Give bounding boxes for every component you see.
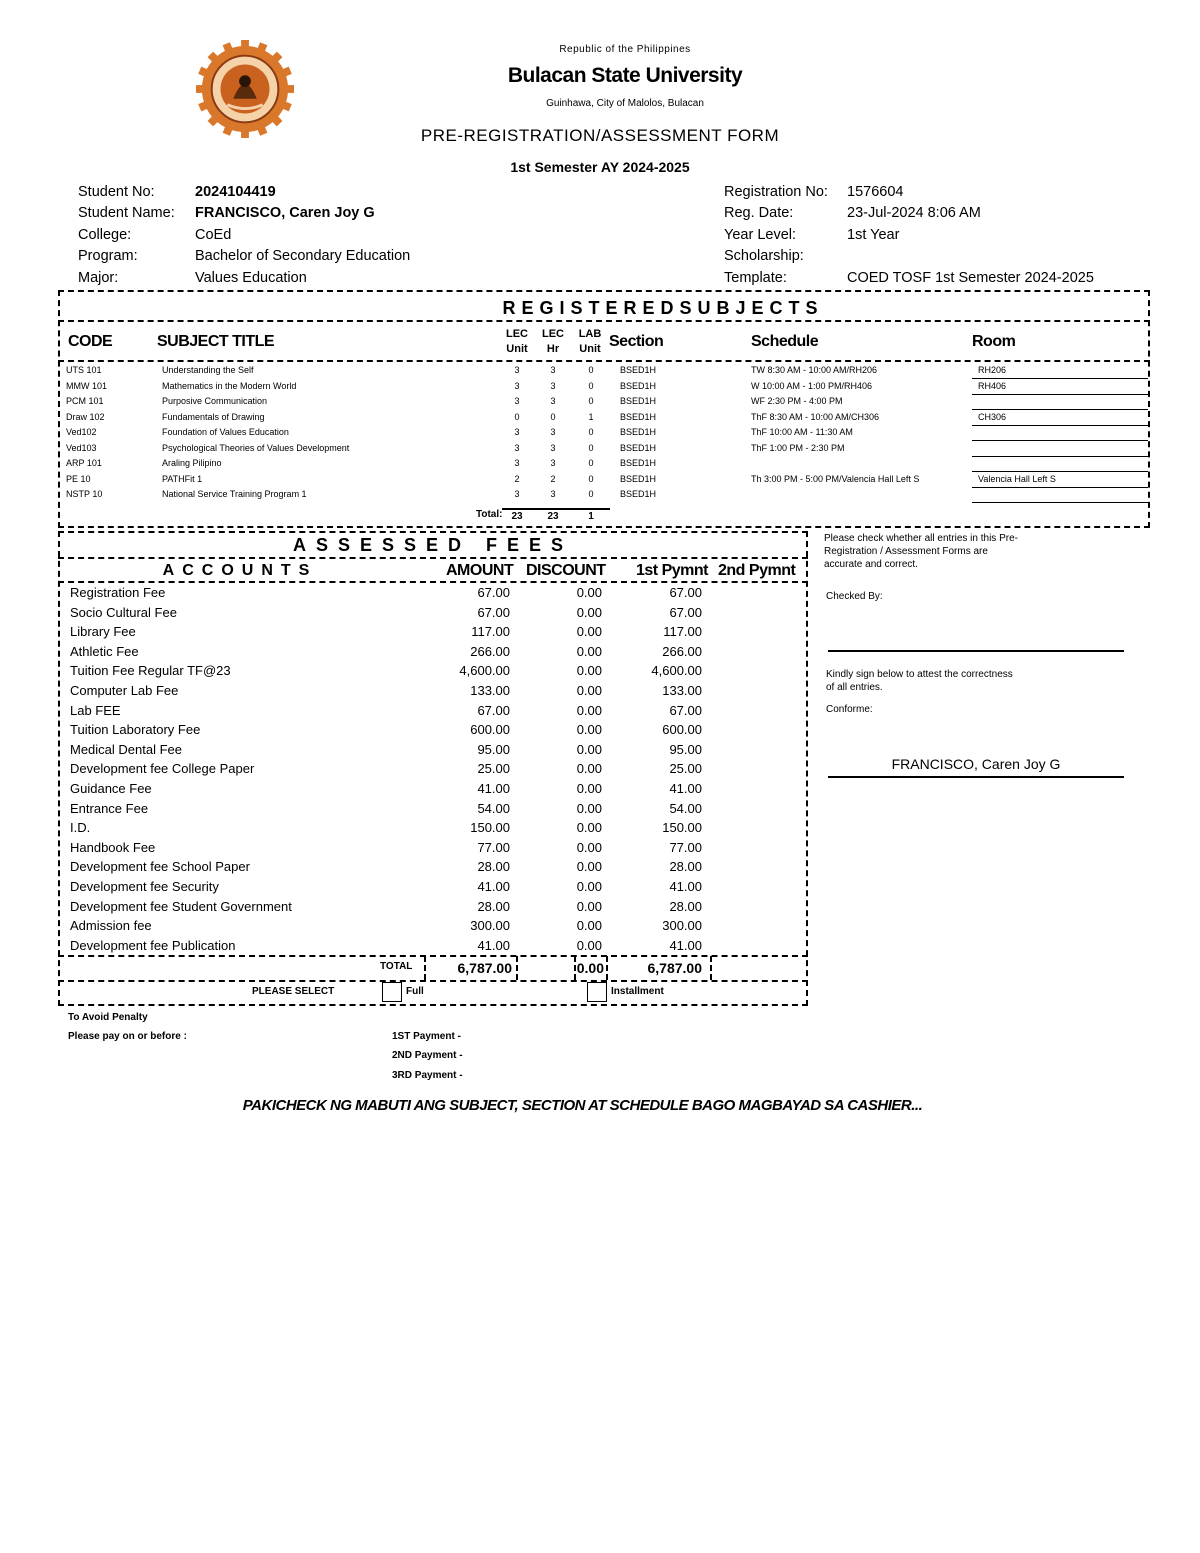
subject-code: PCM 101 [66, 396, 104, 406]
conforme-label: Conforme: [826, 704, 873, 715]
col-second-payment: 2nd Pymnt [718, 562, 796, 579]
template: COED TOSF 1st Semester 2024-2025 [847, 270, 1094, 286]
fee-first: 41.00 [669, 937, 702, 953]
registered-subjects-title: REGISTEREDSUBJECTS [502, 298, 824, 318]
subject-lab: 1 [588, 411, 594, 422]
fees-total-amount: 6,787.00 [457, 960, 512, 976]
fee-first: 300.00 [662, 918, 702, 934]
subjects-total-lec: 23 [511, 511, 523, 522]
subject-title: Mathematics in the Modern World [162, 380, 297, 391]
subjects-total-label: Total: [476, 509, 503, 520]
fee-amount: 25.00 [477, 761, 510, 777]
subject-section: BSED1H [620, 458, 657, 468]
subject-code: MMW 101 [66, 380, 108, 391]
fee-first: 28.00 [669, 898, 702, 914]
subjects-title-divider [58, 320, 1150, 322]
sign-note: Kindly sign below to attest the correctness of all entries. [826, 669, 1013, 693]
fee-first: 4,600.00 [651, 663, 702, 679]
subject-lab: 0 [588, 458, 594, 468]
room-underline [972, 378, 1148, 379]
subject-hr: 2 [550, 473, 556, 484]
penalty-note: To Avoid Penalty [68, 1012, 148, 1023]
subject-lec: 3 [514, 489, 520, 499]
fee-name: Medical Dental Fee [70, 741, 182, 757]
fee-first: 600.00 [662, 722, 702, 738]
col-lec-unit: LEC Unit [506, 328, 528, 355]
subject-lec: 3 [514, 442, 520, 453]
republic-line: Republic of the Philippines [559, 44, 691, 55]
student-no: 2024104419 [195, 184, 276, 200]
fee-first: 28.00 [669, 859, 702, 875]
fee-discount: 0.00 [576, 918, 602, 934]
fee-first: 54.00 [669, 800, 702, 816]
fee-first: 67.00 [669, 585, 702, 600]
first-payment-due: 1ST Payment - [392, 1031, 461, 1042]
fee-first: 117.00 [663, 624, 702, 640]
fee-amount: 117.00 [471, 624, 510, 640]
fee-discount: 0.00 [576, 898, 602, 914]
room-underline [972, 502, 1148, 503]
fee-amount: 67.00 [477, 585, 510, 600]
col-schedule: Schedule [751, 333, 819, 350]
fee-name: Entrance Fee [70, 800, 149, 816]
fee-discount: 0.00 [576, 585, 602, 600]
accuracy-note: Please check whether all entries in this Pre-Registration / Assessment Forms are accurate and correct. [824, 533, 1018, 570]
subject-section: BSED1H [620, 473, 657, 484]
fee-first: 25.00 [669, 761, 702, 777]
fee-first: 133.00 [662, 683, 702, 698]
installment-checkbox[interactable] [587, 982, 607, 1002]
fee-discount: 0.00 [576, 937, 602, 953]
fee-amount: 4,600.00 [459, 663, 510, 679]
university-address: Guinhawa, City of Malolos, Bulacan [546, 98, 704, 109]
subject-hr: 3 [550, 380, 556, 391]
subject-code: ARP 101 [66, 458, 102, 468]
university-name: Bulacan State University [507, 64, 743, 87]
subject-schedule: ThF 1:00 PM - 2:30 PM [751, 442, 845, 453]
subject-section: BSED1H [620, 442, 657, 453]
subject-lec: 3 [514, 458, 520, 468]
subject-title: Understanding the Self [162, 365, 254, 375]
fees-total-sep-1 [424, 956, 426, 980]
fee-discount: 0.00 [576, 683, 602, 698]
student-name-label: Student Name: [78, 205, 175, 221]
fee-discount: 0.00 [576, 702, 602, 718]
fee-discount: 0.00 [576, 604, 602, 620]
subject-code: PE 10 [66, 473, 91, 484]
subject-title: Purposive Communication [162, 396, 268, 406]
fee-first: 150.00 [662, 820, 702, 836]
checked-by-signature-line [828, 650, 1124, 652]
student-name: FRANCISCO, Caren Joy G [195, 205, 375, 221]
col-section: Section [609, 333, 664, 350]
fee-name: Handbook Fee [70, 839, 156, 855]
fees-total-sep-4 [606, 956, 608, 980]
fee-name: Registration Fee [70, 585, 166, 600]
col-code: CODE [68, 333, 113, 350]
col-discount: DISCOUNT [526, 562, 606, 579]
subject-lab: 0 [588, 365, 594, 375]
third-payment-due: 3RD Payment - [392, 1070, 463, 1081]
fee-amount: 300.00 [470, 918, 510, 934]
subject-lab: 0 [588, 442, 594, 453]
fees-total-first: 6,787.00 [647, 960, 702, 976]
subject-title: Fundamentals of Drawing [162, 411, 265, 422]
fee-discount: 0.00 [576, 781, 602, 796]
fee-name: Development fee Security [70, 879, 219, 894]
subject-schedule: WF 2:30 PM - 4:00 PM [751, 396, 843, 406]
subject-code: NSTP 10 [66, 489, 103, 499]
fee-name: Socio Cultural Fee [70, 604, 177, 620]
fee-discount: 0.00 [576, 722, 602, 738]
fee-name: Guidance Fee [70, 781, 152, 796]
fee-name: Computer Lab Fee [70, 683, 179, 698]
fee-amount: 28.00 [477, 859, 510, 875]
student-no-label: Student No: [78, 184, 155, 200]
cashier-reminder: PAKICHECK NG MABUTI ANG SUBJECT, SECTION AT SCHEDULE BAGO MAGBAYAD SA CASHIER... [242, 1097, 923, 1114]
room-underline [972, 487, 1148, 488]
subject-lab: 0 [588, 489, 594, 499]
pay-before-label: Please pay on or before : [68, 1031, 187, 1042]
subject-section: BSED1H [620, 489, 657, 499]
fee-discount: 0.00 [576, 859, 602, 875]
fee-amount: 95.00 [477, 741, 510, 757]
subject-schedule: W 10:00 AM - 1:00 PM/RH406 [751, 380, 873, 391]
registration-no-label: Registration No: [724, 184, 828, 200]
subject-title: Foundation of Values Education [162, 427, 289, 437]
fee-amount: 266.00 [470, 643, 510, 659]
subjects-total-lab: 1 [588, 511, 594, 522]
program: Bachelor of Secondary Education [195, 248, 411, 264]
fee-amount: 150.00 [470, 820, 510, 836]
fees-total-sep-2 [516, 956, 518, 980]
fee-discount: 0.00 [576, 820, 602, 836]
major-label: Major: [78, 270, 119, 286]
college-label: College: [78, 227, 132, 243]
col-room: Room [972, 333, 1016, 350]
fee-first: 77.00 [669, 839, 702, 855]
please-select-label: PLEASE SELECT [252, 986, 335, 997]
fees-total-label: TOTAL [380, 961, 413, 972]
col-accounts: ACCOUNTS [162, 562, 318, 579]
fee-amount: 41.00 [477, 879, 510, 894]
subject-title: PATHFit 1 [162, 473, 203, 484]
major: Values Education [195, 270, 307, 286]
fee-first: 41.00 [669, 879, 702, 894]
subject-schedule: Th 3:00 PM - 5:00 PM/Valencia Hall Left S [751, 473, 920, 484]
fee-amount: 41.00 [477, 937, 510, 953]
subject-lab: 0 [588, 396, 594, 406]
full-payment-checkbox[interactable] [382, 982, 402, 1002]
subject-section: BSED1H [620, 411, 657, 422]
fee-discount: 0.00 [576, 741, 602, 757]
fee-first: 67.00 [669, 604, 702, 620]
col-lab-unit: LAB Unit [578, 328, 602, 355]
fee-name: Development fee Publication [70, 937, 236, 953]
subject-room: CH306 [978, 411, 1007, 422]
subject-title: Psychological Theories of Values Development [162, 442, 350, 453]
subject-section: BSED1H [620, 365, 657, 375]
fee-name: Library Fee [70, 624, 136, 640]
fees-header-divider [58, 581, 808, 583]
fee-name: Tuition Fee Regular TF@23 [70, 663, 231, 679]
assessed-fees-title: ASSESSED FEES [292, 535, 574, 555]
subjects-header-divider [58, 360, 1150, 362]
subject-room: Valencia Hall Left S [978, 473, 1056, 484]
fee-amount: 77.00 [477, 839, 510, 855]
fees-total-sep-5 [710, 956, 712, 980]
subject-title: National Service Training Program 1 [162, 489, 307, 499]
conforme-signatory: FRANCISCO, Caren Joy G [891, 756, 1061, 772]
fee-amount: 133.00 [470, 683, 510, 698]
subject-room: RH406 [978, 380, 1007, 391]
room-underline [972, 394, 1148, 395]
fee-name: Tuition Laboratory Fee [70, 722, 201, 738]
reg-date-label: Reg. Date: [724, 205, 794, 221]
subject-lab: 0 [588, 427, 594, 437]
subject-title: Araling Pilipino [162, 458, 222, 468]
room-underline [972, 440, 1148, 441]
fee-name: Development fee Student Government [70, 898, 292, 914]
fee-name: I.D. [70, 820, 91, 836]
checked-by-label: Checked By: [826, 591, 883, 602]
fee-discount: 0.00 [576, 624, 602, 640]
subject-section: BSED1H [620, 427, 657, 437]
subject-lec: 0 [514, 411, 520, 422]
subject-code: Ved103 [66, 442, 97, 453]
subject-schedule: ThF 8:30 AM - 10:00 AM/CH306 [751, 411, 880, 422]
room-underline [972, 456, 1148, 457]
fee-amount: 67.00 [477, 702, 510, 718]
subject-code: Ved102 [66, 427, 97, 437]
subject-schedule: TW 8:30 AM - 10:00 AM/RH206 [751, 365, 878, 375]
fee-amount: 67.00 [477, 604, 510, 620]
fee-first: 95.00 [669, 741, 702, 757]
conforme-signature-line [828, 776, 1124, 778]
full-payment-label: Full [406, 986, 424, 997]
year-level-label: Year Level: [724, 227, 797, 243]
fees-total-top-line [58, 955, 808, 957]
fee-amount: 41.00 [477, 781, 510, 796]
subject-hr: 3 [550, 458, 556, 468]
room-underline [972, 409, 1148, 410]
subject-hr: 0 [550, 411, 556, 422]
fee-name: Admission fee [70, 918, 152, 934]
col-amount: AMOUNT [446, 562, 514, 579]
fee-discount: 0.00 [576, 643, 602, 659]
subject-lec: 3 [514, 396, 520, 406]
subjects-total-line [502, 508, 610, 510]
fee-discount: 0.00 [576, 761, 602, 777]
reg-date: 23-Jul-2024 8:06 AM [847, 205, 981, 221]
fee-discount: 0.00 [576, 800, 602, 816]
subject-room: RH206 [978, 365, 1007, 375]
subject-lab: 0 [588, 380, 594, 391]
fees-total-discount: 0.00 [576, 960, 604, 976]
col-first-payment: 1st Pymnt [636, 562, 708, 579]
program-label: Program: [78, 248, 138, 264]
col-lec-hr: LEC Hr [542, 328, 564, 355]
subject-schedule: ThF 10:00 AM - 11:30 AM [751, 427, 853, 437]
subject-hr: 3 [550, 489, 556, 499]
subject-hr: 3 [550, 365, 556, 375]
template-label: Template: [724, 270, 787, 286]
room-underline [972, 425, 1148, 426]
fees-total-bottom-line [58, 980, 808, 982]
installment-label: Installment [611, 986, 664, 997]
subject-section: BSED1H [620, 396, 657, 406]
subject-hr: 3 [550, 427, 556, 437]
subject-lec: 3 [514, 380, 520, 391]
fee-first: 67.00 [669, 702, 702, 718]
year-level: 1st Year [847, 227, 900, 243]
fees-title-divider [58, 557, 808, 559]
subject-hr: 3 [550, 396, 556, 406]
college: CoEd [195, 227, 232, 243]
form-title: PRE-REGISTRATION/ASSESSMENT FORM [420, 126, 780, 145]
fee-amount: 54.00 [477, 800, 510, 816]
semester-title: 1st Semester AY 2024-2025 [510, 159, 690, 175]
subject-code: UTS 101 [66, 365, 102, 375]
subject-lec: 3 [514, 427, 520, 437]
subject-section: BSED1H [620, 380, 657, 391]
fee-name: Athletic Fee [70, 643, 139, 659]
subjects-total-hr: 23 [547, 511, 559, 522]
fee-name: Development fee College Paper [70, 761, 255, 777]
fee-first: 41.00 [669, 781, 702, 796]
fee-name: Development fee School Paper [70, 859, 250, 875]
subject-code: Draw 102 [66, 411, 105, 422]
scholarship-label: Scholarship: [724, 248, 804, 264]
fee-amount: 28.00 [477, 898, 510, 914]
subject-lab: 0 [588, 473, 594, 484]
col-subject-title: SUBJECT TITLE [157, 333, 275, 350]
room-underline [972, 471, 1148, 472]
fee-discount: 0.00 [576, 663, 602, 679]
subject-lec: 3 [514, 365, 520, 375]
subject-lec: 2 [514, 473, 520, 484]
fee-amount: 600.00 [470, 722, 510, 738]
second-payment-due: 2ND Payment - [392, 1050, 463, 1061]
fee-first: 266.00 [662, 643, 702, 659]
fee-discount: 0.00 [576, 839, 602, 855]
subject-hr: 3 [550, 442, 556, 453]
registration-no: 1576604 [847, 184, 904, 200]
fee-discount: 0.00 [576, 879, 602, 894]
fee-name: Lab FEE [70, 702, 121, 718]
